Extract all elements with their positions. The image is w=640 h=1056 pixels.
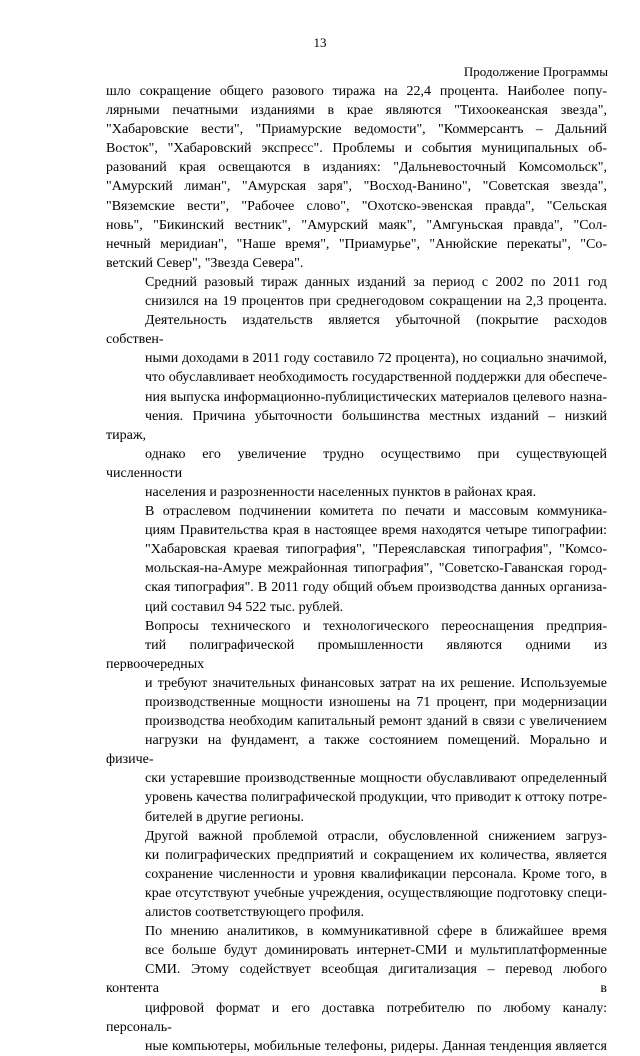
text-line: Средний разовый тираж данных изданий за период с 2002 по 2011 год (145, 274, 607, 290)
text-line: "Хабаровские вести", "Приамурские ведомости", "Коммерсантъ – Дальний (106, 122, 607, 138)
text-line: ски устаревшие производственные мощности обуславливают определенный (145, 771, 607, 787)
text-line: однако его увеличение трудно осуществимо при существующей численности (106, 446, 607, 481)
paragraph (106, 502, 607, 617)
text-line: ская типография". В 2011 году общий объем производства данных организа- (145, 580, 607, 596)
paragraph (106, 82, 607, 273)
text-line: цифровой формат и его доставка потребителю по любому каналу: персональ- (106, 1000, 607, 1035)
paragraph (106, 922, 607, 1056)
text-line: ния выпуска информационно-публицистических материалов целевого назна- (145, 389, 607, 405)
paragraph (106, 827, 607, 922)
text-line: ными доходами в 2011 году составило 72 процента), но социально значимой, (145, 351, 607, 367)
text-line: Другой важной проблемой отрасли, обусловленной снижением загруз- (145, 828, 607, 844)
text-line: Восток", "Хабаровский экспресс". Проблемы и события муниципальных об- (106, 141, 607, 157)
text-line: Вопросы технического и технологического переоснащения предприя- (145, 618, 607, 634)
text-line: уровень качества полиграфической продукции, что приводит к оттоку потре- (145, 790, 607, 806)
text-line: "Амурский лиман", "Амурская заря", "Восход-Ванино", "Советская звезда", (106, 179, 607, 195)
text-line: лярными печатными изданиями в крае являются "Тихоокеанская звезда", (106, 103, 607, 119)
text-line: разований края освещаются в изданиях: "Дальневосточный Комсомольск", (106, 160, 607, 176)
text-line: тий полиграфической промышленности являются одними из первоочередных (106, 637, 607, 672)
text-line: крае отсутствуют учебные учреждения, осуществляющие подготовку специ- (145, 885, 607, 901)
text-line: ки полиграфических предприятий и сокращением их количества, является (145, 847, 607, 863)
text-line: ций составил 94 522 тыс. рублей. (145, 599, 344, 615)
page-number: 13 (313, 35, 327, 50)
text-line: мольская-на-Амуре межрайонная типография", "Советско-Гаванская город- (145, 561, 607, 577)
text-line: циям Правительства края в настоящее время находятся четыре типографии: (145, 523, 607, 539)
text-line: бителей в другие регионы. (145, 809, 304, 825)
text-line: ветский Север", "Звезда Севера". (106, 255, 304, 271)
text-line: По мнению аналитиков, в коммуникативной сфере в ближайшее время (145, 924, 607, 940)
text-line: сохранение численности и уровня квалификации персонала. Кроме того, в (145, 866, 607, 882)
text-line: ные компьютеры, мобильные телефоны, ридеры. Данная тенденция является (145, 1038, 607, 1054)
text-line: новь", "Бикинский вестник", "Амурский маяк", "Амгуньская правда", "Сол- (106, 217, 607, 233)
text-line: что обуславливает необходимость государственной поддержки для обеспече- (145, 370, 607, 386)
text-line: чения. Причина убыточности большинства местных изданий – низкий тираж, (106, 408, 607, 443)
paragraph (106, 617, 607, 827)
text-line: "Хабаровская краевая типография", "Переяславская типография", "Комсо- (145, 542, 607, 558)
document-body (106, 82, 607, 1056)
text-line: снизился на 19 процентов при среднегодовом сокращении на 2,3 процента. (145, 294, 607, 310)
running-head: Продолжение Программы (463, 64, 608, 79)
text-line: все больше будут доминировать интернет-СМИ и мультиплатформенные (145, 943, 607, 959)
text-line: "Вяземские вести", "Рабочее слово", "Охотско-эвенская правда", "Сельская (106, 198, 607, 214)
text-line: шло сокращение общего разового тиража на 22,4 процента. Наиболее попу- (106, 84, 607, 99)
text-line: СМИ. Этому содействует всеобщая дигитализация – перевод любого контента в (106, 962, 607, 997)
text-line: производства необходим капитальный ремонт зданий в связи с увеличением (145, 714, 607, 730)
text-line: нечный меридиан", "Наше время", "Приамурье", "Анюйские перекаты", "Со- (106, 236, 607, 252)
text-line: В отраслевом подчинении комитета по печати и массовым коммуника- (145, 504, 607, 520)
paragraph (106, 273, 607, 502)
text-line: населения и разрозненности населенных пунктов в районах края. (145, 484, 537, 500)
text-line: алистов соответствующего профиля. (145, 905, 365, 921)
text-line: Деятельность издательств является убыточной (покрытие расходов собствен- (106, 313, 607, 348)
text-line: нагрузки на фундамент, а также состоянием помещений. Морально и физиче- (106, 733, 607, 768)
text-line: и требуют значительных финансовых затрат на их решение. Используемые (145, 675, 607, 691)
text-line: производственные мощности изношены на 71 процент, при модернизации (145, 695, 607, 710)
